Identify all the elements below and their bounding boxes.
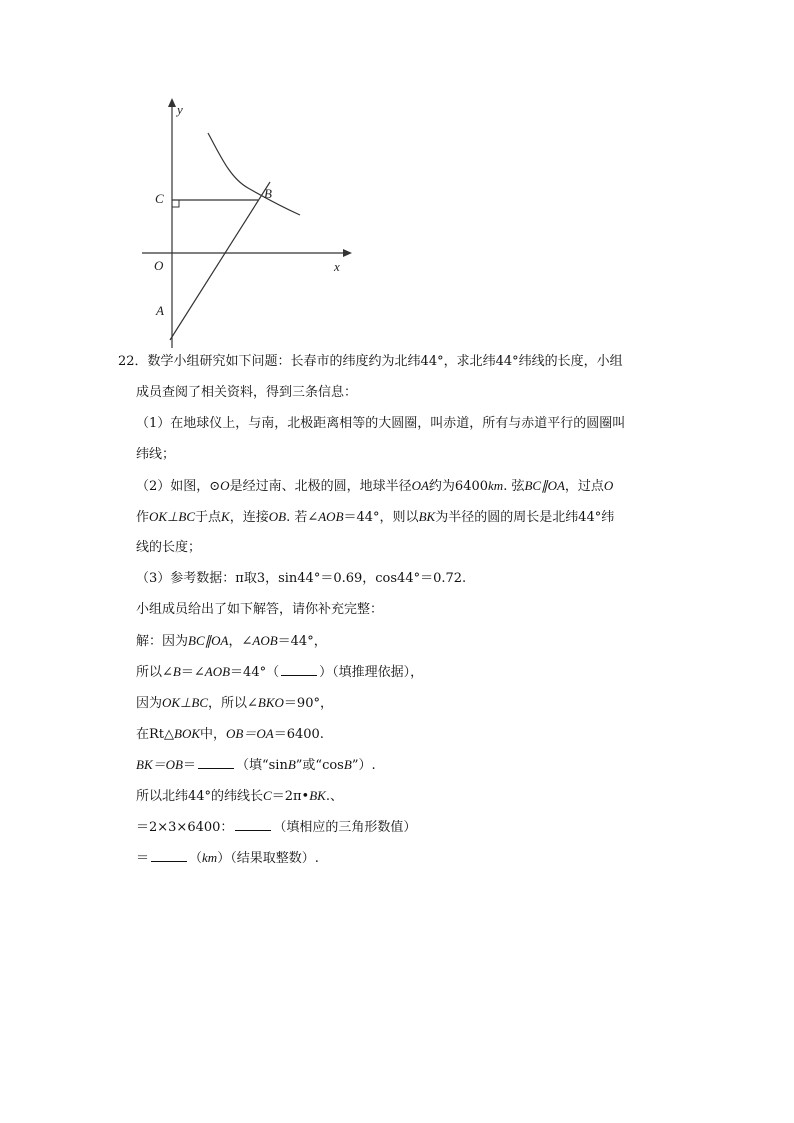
solution-text: ＝ [182,758,196,773]
line-ab [170,182,270,340]
math-km: km [488,478,504,493]
math-bc-parallel-oa: BC∥OA [524,478,565,493]
math-o: O [603,478,614,493]
answer-intro-text: 小组成员给出了如下解答，请你补充完整： [136,602,384,617]
info2-text: . 弦 [503,479,525,494]
solution-text: ，∠ [228,634,253,649]
math-bk-eq-ob: BK＝OB [136,757,183,772]
right-angle-mark [172,200,179,207]
answer-blank-trig[interactable] [198,755,234,769]
label-c: C [155,191,164,206]
info1-line-2 [136,445,175,465]
math-b: B [343,757,352,772]
answer-intro-line [136,600,383,620]
solution-text: ”或“cos [295,758,344,773]
math-bk: BK [309,788,326,803]
info2-text: 作 [136,510,150,525]
info2-line-2 [136,507,614,528]
solution-line-1 [136,631,327,652]
solution-line-6 [136,786,343,807]
solution-text: 解：因为 [136,634,189,649]
math-bko: BKO [257,695,284,710]
info3-line [136,569,466,589]
answer-blank-reason[interactable] [281,662,317,676]
solution-text: 所以北纬44°的纬线长 [136,789,264,804]
info1-line-1 [136,414,625,434]
info2-line-3 [136,538,201,558]
info2-text-3: 线的长度； [136,540,202,555]
solution-text: ＝∠ [180,665,205,680]
math-k: K [221,509,230,524]
math-ok-perp-bc: OK⊥BC [149,509,196,524]
math-km: km [202,850,218,865]
info1-text-2: 纬线； [136,447,176,462]
math-bok: BOK [174,726,201,741]
info2-text: 约为6400 [428,479,489,494]
label-y: y [177,102,183,117]
math-c: C [263,788,272,803]
answer-blank-value[interactable] [235,817,271,831]
solution-text: ＝2×3×6400： [136,820,234,835]
info2-line-1 [136,476,613,497]
math-bc-parallel-oa: BC∥OA [188,633,229,648]
math-oa: OA [411,478,429,493]
math-aob: AOB [252,633,278,648]
math-aob: AOB [204,664,231,679]
solution-text: ＝44°， [277,634,327,649]
solution-text: ＝44°（ [230,665,280,680]
solution-line-2 [136,662,423,683]
solution-text: ＝90°， [283,696,333,711]
info2-text: ，过点 [564,479,604,494]
info2-text: ，连接 [229,510,269,525]
solution-line-3 [136,693,333,714]
info1-text-1: （1）在地球仪上，与南，北极距离相等的大圆圈，叫赤道，所有与赤道平行的圆圈叫 [136,416,626,431]
math-o: O [220,478,230,493]
solution-text: ＝ [136,851,150,866]
info2-text: 于点 [195,510,222,525]
solution-text: 在Rt△ [136,727,175,742]
problem-number: 22． [118,354,148,369]
x-axis-arrow [343,249,352,257]
math-bk: BK [418,509,436,524]
solution-text: 因为 [136,696,163,711]
info3-text: （3）参考数据：π取3，sin44°＝0.69，cos44°＝0.72. [136,571,467,586]
intro-text-1: 数学小组研究如下问题：长春市的纬度约为北纬44°，求北纬44°纬线的长度，小组 [147,354,623,369]
hyperbola-curve [208,133,300,215]
label-b: B [264,186,272,201]
solution-text: （填“sin [235,758,288,773]
problem-line-1 [118,352,623,372]
solution-text: ）（结果取整数）. [217,851,319,866]
solution-line-5 [136,755,376,776]
answer-blank-result[interactable] [151,848,187,862]
solution-text: （填相应的三角形数值） [273,820,417,835]
solution-text: 所以∠ [136,665,173,680]
solution-text: .、 [325,789,343,804]
solution-text: ）（填推理依据）， [319,665,424,680]
label-x: x [334,259,340,274]
problem-line-2 [136,383,357,403]
intro-text-2: 成员查阅了相关资料，得到三条信息： [136,385,358,400]
math-aob: AOB [318,509,344,524]
info2-text: 为半径的圆的周长是北纬44°纬 [435,510,615,525]
math-ob: OB [268,509,287,524]
solution-line-7 [136,817,416,838]
math-ob-eq-oa: OB＝OA [226,726,274,741]
label-o: O [154,258,164,273]
solution-text: ，所以∠ [208,696,258,711]
math-b: B [172,664,181,679]
coordinate-figure [130,90,370,350]
solution-line-4 [136,724,324,745]
solution-text: ”）. [351,758,376,773]
math-ok-perp-bc: OK⊥BC [162,695,209,710]
info2-text: . 若∠ [286,510,319,525]
solution-text: ＝2π• [271,789,310,804]
info2-text: ＝44°，则以 [343,510,419,525]
math-b: B [287,757,296,772]
info2-text: （2）如图，⊙ [136,479,221,494]
solution-text: 中， [200,727,227,742]
info2-text: 是经过南、北极的圆，地球半径 [229,479,412,494]
y-axis-arrow [168,98,176,107]
solution-text: （ [189,851,203,866]
solution-text: ＝6400. [273,727,324,742]
solution-line-8 [136,848,319,869]
label-a: A [156,303,164,318]
